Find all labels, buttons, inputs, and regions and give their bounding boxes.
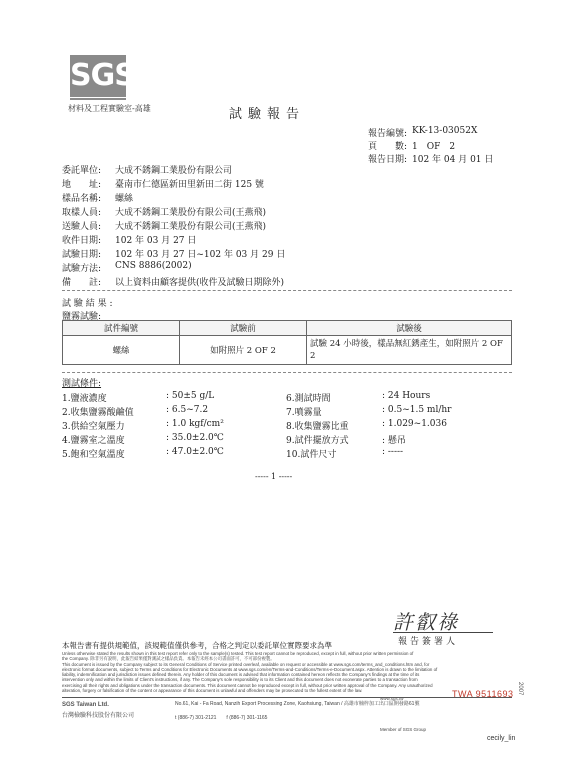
report-no-value: KK-13-03052X <box>412 126 478 136</box>
fineprint-line: electronic format documents, subject to Terms and Conditions for Electronic Documents at www.sgs.com/en/Terms-and-Conditions/Terms-e-Document.aspx. Attention is drawn to the limitation of <box>62 666 438 672</box>
cond-3-label: 3.供給空氣壓力 <box>62 422 125 432</box>
cond-2-label: 2.收集鹽霧酸鹼值 <box>62 408 134 418</box>
fineprint-line: This document is issued by the Company subject to its General Conditions of Service printed overleaf, available on request or accessible at www.sgs.com/terms_and_conditions.htm and, for <box>62 661 430 667</box>
cond-1-value: : 50±5 g/L <box>166 391 215 401</box>
received-date-label: 收件日期: <box>62 236 102 246</box>
report-date-value: 102 年 04 月 01 日 <box>412 155 494 165</box>
fineprint-line: liability, indemnification and jurisdiction issues defined therein. Any holder of this document is advised that information contained hereon reflects the Company's findings at the time of its <box>62 672 420 678</box>
lab-name: 材料及工程實驗室-高雄 <box>68 104 151 113</box>
cond-4-value: : 35.0±2.0℃ <box>166 433 224 443</box>
fineprint-line: Unless otherwise stated the results shown in this test report refer only to the sample(s) tested. This test report cannot be reproduced, except in full, without prior written permission of <box>62 651 414 656</box>
cond-6-value: : 24 Hours <box>382 391 431 401</box>
client-value: 大成不銹鋼工業股份有限公司 <box>115 166 233 176</box>
conditions-label: 測試條件: <box>62 379 102 389</box>
client-label: 委託單位: <box>62 166 102 176</box>
cond-9-value: : 懸吊 <box>382 436 406 446</box>
results-label: 試 驗 結 果 : <box>62 299 113 309</box>
cond-4-label: 4.鹽霧室之溫度 <box>62 436 125 446</box>
submitter-value: 大成不銹鋼工業股份有限公司(王燕飛) <box>115 222 267 232</box>
company-phone: t (886-7) 301-2121 f (886-7) 301-1165 <box>175 715 268 721</box>
received-date-value: 102 年 03 月 27 日 <box>115 236 197 246</box>
cond-5-label: 5.飽和空氣溫度 <box>62 450 125 460</box>
cond-10-value: : ----- <box>382 447 404 457</box>
fineprint-line: alteration, forgery or falsification of the content or appearance of this document is unlawful and offenders may be prosecuted to the fullest extent of the law. <box>62 688 363 694</box>
address-label: 地 址: <box>62 180 102 190</box>
website: www.sgs.tw <box>380 696 404 701</box>
table-header-row <box>63 321 512 336</box>
handwritten-signature: 許叡祿 <box>393 610 459 634</box>
cond-8-value: : 1.029~1.036 <box>382 419 447 429</box>
table-row <box>63 336 512 365</box>
company-name-cn: 台灣檢驗科技股份有限公司 <box>62 712 135 719</box>
sample-name-label: 樣品名稱: <box>62 194 102 204</box>
footer-rule <box>62 697 512 698</box>
report-date-label: 報告日期: <box>368 155 408 165</box>
cond-8-label: 8.收集鹽霧比重 <box>286 422 349 432</box>
sample-name-value: 螺絲 <box>115 194 134 204</box>
cond-2-value: : 6.5~7.2 <box>166 405 209 415</box>
cond-5-value: : 47.0±2.0℃ <box>166 447 224 457</box>
company-address: No.61, Kai - Fa Road, Nanzih Export Processing Zone, Kaohsiung, Taiwan / 高雄市楠梓加工出口區開發路61號 <box>175 701 420 707</box>
cond-6-label: 6.測試時間 <box>286 394 331 404</box>
cond-10-label: 10.試件尺寸 <box>286 450 337 460</box>
company-name-en: SGS Taiwan Ltd. <box>62 702 109 708</box>
address-value: 臺南市仁德區新田里新田二街 125 號 <box>115 180 264 190</box>
page-marker: ----- 1 ----- <box>255 472 293 481</box>
test-date-value: 102 年 03 月 27 日~102 年 03 月 29 日 <box>115 250 286 260</box>
fineprint-block <box>62 651 507 693</box>
cond-1-label: 1.鹽液濃度 <box>62 394 107 404</box>
spec-disclaimer: 本報告書有提供規範值，該規範值僅供參考，合格之判定以委託單位實際要求為準 <box>62 641 332 650</box>
section-divider <box>62 290 512 291</box>
fineprint-line: intervention only and within the limits of Client's instructions, if any. The Company's sole responsibility is to its Client and this document does not exonerate parties to a transaction from <box>62 677 418 683</box>
section-divider-2 <box>62 372 512 373</box>
header-specimen-id: 試件編號 <box>63 321 180 336</box>
signer-id: cecily_lin <box>487 735 516 742</box>
test-method-label: 試驗方法: <box>62 264 102 274</box>
cond-7-value: : 0.5~1.5 ml/hr <box>382 405 452 415</box>
remarks-value: 以上資料由顧客提供(收件及試驗日期除外) <box>115 278 285 288</box>
header-after-test: 試驗後 <box>307 321 512 336</box>
fineprint-line: the Company. 除非另有說明，此報告結果僅對測試之樣品負責。本報告未經本公司書面許可，不可部份複製。 <box>62 656 275 662</box>
header-before-test: 試驗前 <box>180 321 307 336</box>
cond-9-label: 9.試件擺放方式 <box>286 436 349 446</box>
document-serial: TWA 9511693 <box>452 689 514 699</box>
signatory-label: 報告簽署人 <box>398 637 459 647</box>
salt-spray-label: 鹽霧試驗: <box>62 312 102 322</box>
submitter-label: 送驗人員: <box>62 222 102 232</box>
page-count-value: 1 OF 2 <box>412 142 456 152</box>
form-year: 2007 <box>517 682 523 696</box>
remarks-label: 備 註: <box>62 278 102 288</box>
cell-after: 試驗 24 小時後，樣品無紅銹產生，如附照片 2 OF 2 <box>307 336 512 365</box>
sampler-value: 大成不銹鋼工業股份有限公司(王燕飛) <box>115 208 267 218</box>
cond-3-value: : 1.0 kgf/cm² <box>166 419 224 429</box>
fineprint-line: exercising all their rights and obligations under the transaction documents. This document cannot be reproduced except in full, without prior written approval of the Company. Any unauthorized <box>62 682 433 688</box>
report-no-label: 報告編號: <box>368 129 408 139</box>
page-count-label: 頁 數: <box>368 142 408 152</box>
cell-specimen: 螺絲 <box>63 336 180 365</box>
sampler-label: 取樣人員: <box>62 208 102 218</box>
test-method-value: CNS 8886(2002) <box>115 261 192 271</box>
report-title: 試驗報告 <box>229 107 306 122</box>
signature-line <box>393 632 493 633</box>
logo-underline <box>70 98 126 100</box>
salt-spray-table <box>62 320 512 365</box>
cell-before: 如附照片 2 OF 2 <box>180 336 307 365</box>
cond-7-label: 7.噴霧量 <box>286 408 322 418</box>
test-date-label: 試驗日期: <box>62 250 102 260</box>
sgs-logo: SGS <box>70 55 126 97</box>
sgs-member: Member of SGS Group <box>380 727 427 732</box>
